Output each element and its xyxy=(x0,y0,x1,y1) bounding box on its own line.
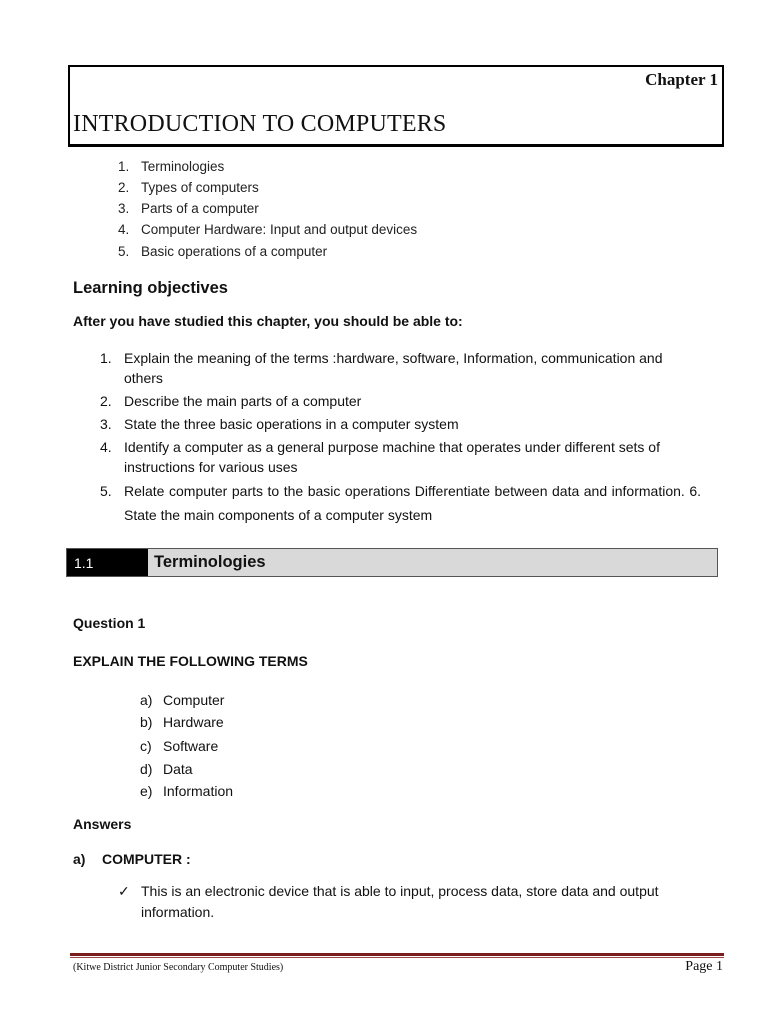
footer-page-number: Page 1 xyxy=(685,959,723,974)
question-instruction: EXPLAIN THE FOLLOWING TERMS xyxy=(73,653,308,669)
topic-text: Types of computers xyxy=(141,180,259,195)
answer-letter: a) xyxy=(73,851,86,867)
topic-text: Parts of a computer xyxy=(141,201,259,216)
topic-text: Computer Hardware: Input and output devices xyxy=(141,222,418,237)
topic-item xyxy=(118,201,259,216)
objective-item xyxy=(100,414,701,434)
objective-text: Explain the meaning of the terms :hardware, software, Information, communication and others xyxy=(124,350,663,386)
term-item xyxy=(140,738,218,754)
checkmark-icon: ✓ xyxy=(118,883,130,899)
topic-text: Terminologies xyxy=(141,159,225,174)
question-label: Question 1 xyxy=(73,615,146,631)
objective-item xyxy=(100,479,701,527)
term-letter: d) xyxy=(140,761,153,777)
term-item xyxy=(140,692,224,708)
topic-item xyxy=(118,222,417,237)
term-text: Computer xyxy=(163,692,225,708)
answers-heading: Answers xyxy=(73,816,132,832)
section-title: Terminologies xyxy=(154,553,266,571)
term-item xyxy=(140,783,233,799)
topic-number: 3. xyxy=(118,201,130,216)
objective-item xyxy=(100,348,701,388)
term-text: Hardware xyxy=(163,714,224,730)
objective-text: Relate computer parts to the basic operations Differentiate between data and information. 6. State the main components of a computer system xyxy=(124,483,701,523)
footer-divider-thin xyxy=(70,957,724,958)
chapter-header-box xyxy=(68,65,724,147)
answer-term-heading xyxy=(73,851,191,867)
answer-bullet xyxy=(118,881,714,923)
objective-number: 4. xyxy=(100,439,112,455)
objective-text: State the three basic operations in a computer system xyxy=(124,416,459,432)
topic-item xyxy=(118,244,327,259)
answer-bullet-text: This is an electronic device that is able to input, process data, store data and output information. xyxy=(141,883,659,920)
footer-course-title: (Kitwe District Junior Secondary Computer Studies) xyxy=(73,962,284,973)
term-text: Software xyxy=(163,738,219,754)
chapter-title: INTRODUCTION TO COMPUTERS xyxy=(73,111,447,137)
topic-text: Basic operations of a computer xyxy=(141,244,328,259)
term-letter: b) xyxy=(140,714,153,730)
term-text: Data xyxy=(163,761,193,777)
topic-item xyxy=(118,159,224,174)
objective-number: 5. xyxy=(100,483,112,499)
objective-number: 2. xyxy=(100,393,112,409)
objective-number: 3. xyxy=(100,416,112,432)
topic-number: 5. xyxy=(118,244,130,259)
term-letter: a) xyxy=(140,692,153,708)
objectives-heading: Learning objectives xyxy=(73,279,228,297)
term-item xyxy=(140,714,224,730)
term-letter: e) xyxy=(140,783,153,799)
objectives-intro: After you have studied this chapter, you should be able to: xyxy=(73,313,463,329)
objective-item xyxy=(100,391,701,411)
topic-number: 1. xyxy=(118,159,130,174)
term-item xyxy=(140,761,193,777)
topic-item xyxy=(118,180,259,195)
topic-number: 2. xyxy=(118,180,130,195)
objective-number: 1. xyxy=(100,350,112,366)
term-letter: c) xyxy=(140,738,152,754)
footer-divider xyxy=(70,953,724,956)
term-text: Information xyxy=(163,783,234,799)
answer-term: COMPUTER : xyxy=(102,851,191,867)
objective-text: Describe the main parts of a computer xyxy=(124,393,362,409)
section-number: 1.1 xyxy=(67,549,148,576)
section-header-bar xyxy=(66,548,718,577)
chapter-label: Chapter 1 xyxy=(645,70,718,89)
topic-number: 4. xyxy=(118,222,130,237)
objective-item xyxy=(100,437,701,477)
objective-text: Identify a computer as a general purpose machine that operates under different sets of instructions for various uses xyxy=(124,439,660,475)
